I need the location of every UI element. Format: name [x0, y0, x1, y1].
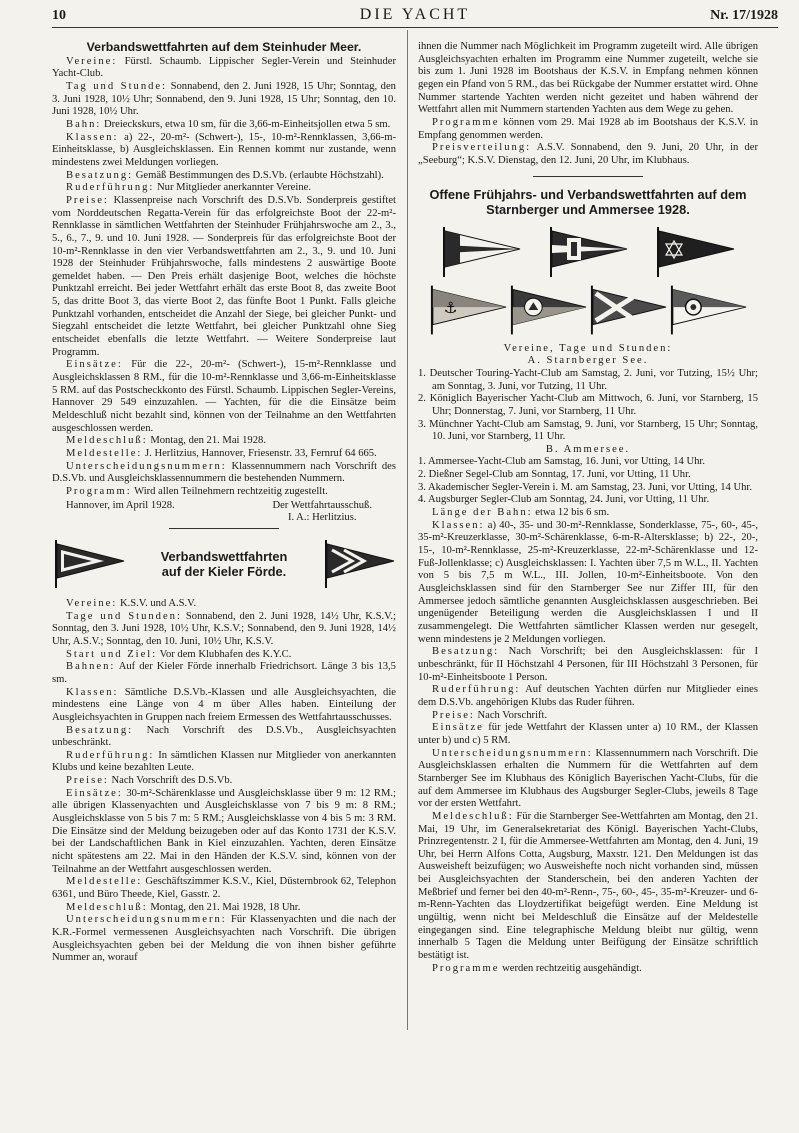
- page-number: 10: [52, 8, 66, 23]
- paragraph-label: Unterscheidungsnummern:: [66, 460, 227, 472]
- pennant-flag-icon: [440, 225, 522, 279]
- paragraph-label: Besatzung:: [66, 169, 134, 181]
- left-column: [52, 41, 396, 965]
- paragraph: [52, 902, 396, 915]
- paragraph-text: In sämtlichen Klassen nur Mitglieder von anerkannten Klubs und keine bezahlten Leute.: [52, 749, 396, 774]
- paragraph-label: Klassen:: [66, 131, 119, 143]
- paragraph-label: Ruderführung:: [432, 684, 521, 696]
- paragraph: [52, 775, 396, 788]
- paragraph-label: Ruderführung:: [66, 749, 155, 761]
- paragraph-label: Preisverteilung:: [432, 142, 532, 154]
- paragraph: [418, 142, 758, 167]
- paragraph: [418, 963, 758, 976]
- paragraph-text: Auf der Kieler Förde innerhalb Friedrichsort. Länge 3 bis 13,5 sm.: [52, 661, 396, 685]
- section-separator: [533, 176, 643, 177]
- svg-text:⚓: ⚓: [443, 298, 458, 317]
- pennant-flag-icon: [588, 283, 668, 337]
- paragraph-label: Einsätze:: [66, 787, 123, 799]
- paragraph-label: Unterscheidungsnummern:: [66, 914, 227, 926]
- paragraph: [52, 788, 396, 877]
- paragraph-text: a) 22-, 20-m²- (Schwert-), 15-, 10-m²-Rennklassen, 3,66-m-Einheitsklasse, b) Ausgleichsklassen. Ein Rennen kommt nur zustande, wenn mindestens zwei Meldungen vorliegen.: [52, 131, 396, 168]
- paragraph-label: Bahnen:: [66, 661, 116, 673]
- paragraph-text: Vor dem Klubhafen des K.Y.C.: [159, 648, 292, 660]
- paragraph-label: Besatzung:: [66, 724, 134, 736]
- list-item: 2. Dießner Segel-Club am Sonntag, 17. Juni, vor Utting, 11 Uhr.: [418, 469, 691, 481]
- paragraph: [52, 170, 396, 183]
- paragraph-label: Ruderführung:: [66, 182, 155, 194]
- paragraph-label: Vereine:: [66, 597, 118, 609]
- club-flags-row-2: [428, 283, 748, 337]
- signature-signer: I. A.: Herlitzius.: [287, 512, 357, 524]
- pennant-flag-icon: [668, 283, 748, 337]
- column-divider: [407, 30, 408, 1030]
- paragraph-label: Meldeschluß:: [66, 435, 148, 447]
- paragraph-label: Einsätze:: [66, 359, 123, 371]
- section-title-steinhuder: Verbandswettfahrten auf dem Steinhuder Meer.: [86, 40, 362, 54]
- section-separator: [169, 528, 279, 529]
- paragraph: [52, 661, 396, 686]
- starnberg-club-list: [418, 368, 758, 444]
- paragraph: [52, 56, 396, 81]
- paragraph-text: Sonnabend, den 2. Juni 1928, 15 Uhr; Sonntag, den 3. Juni 1928, 10½ Uhr; Sonnabend, den 9. Juni 1928, 15 Uhr; Sonntag, den 10. Juni 1928, 10½ Uhr.: [52, 80, 396, 118]
- paragraph: [418, 117, 758, 142]
- paragraph-text: A.S.V. Sonnabend, den 9. Juni, 20 Uhr, in der „Seeburg“; K.S.V. Dienstag, den 12. Juni, 20 Uhr, im Klubhaus.: [418, 142, 758, 166]
- paragraph-text: Sonnabend, den 2. Juni 1928, 14½ Uhr, K.S.V.; Sonntag, den 3. Juni 1928, 10½ Uhr, K.S.V.; Sonnabend, den 9. Juni 1928, 14½ Uhr, A.S.V.; Sonntag, den 10. Juni, 10½ Uhr, K.S.V.: [52, 610, 396, 647]
- paragraph-text: für jede Wettfahrt der Klassen unter a) 10 RM., der Klassen unter b) und c) 5 RM.: [418, 722, 758, 746]
- paragraph-label: Meldestelle:: [66, 876, 143, 888]
- paragraph-label: Preise:: [66, 775, 109, 787]
- paragraph-text: Nach Vorschrift des D.S.Vb.: [111, 775, 233, 787]
- paragraph-label: Programm:: [66, 485, 132, 497]
- list-item: 2. Königlich Bayerischer Yacht-Club am Mittwoch, 6. Juni, vor Starnberg, 15 Uhr; Donnerstag, 7. Juni, vor Starnberg, 11 Uhr.: [418, 393, 758, 417]
- paragraph: [418, 646, 758, 684]
- paragraph-text: können vom 29. Mai 1928 ab im Bootshaus der K.S.V. in Empfang genommen werden.: [418, 116, 758, 141]
- paragraph-text: Sämtliche D.S.Vb.-Klassen und alle Ausgleichsyachten, die mindestens eine Länge von 4 m über Alles haben. Einteilung der Ausgleichsyachten in Gruppen nach freiem Ermessen des Wettfahrtausschusses.: [52, 686, 396, 723]
- paragraph-label: Klassen:: [432, 519, 485, 531]
- paragraph: [52, 598, 396, 611]
- list-item: 3. Münchner Yacht-Club am Samstag, 9. Juni, vor Starnberg, 15 Uhr; Sonntag, 10. Juni, vor Starnberg, 11 Uhr.: [418, 418, 758, 443]
- list-item: 1. Deutscher Touring-Yacht-Club am Samstag, 2. Juni, vor Tutzing, 15½ Uhr; am Sonntag, 3. Juni, vor Tutzing, 11 Uhr.: [418, 367, 758, 392]
- paragraph-label: Meldeschluß:: [432, 810, 514, 822]
- club-flags-row-1: [428, 225, 748, 279]
- signature-place-date: Hannover, im April 1928.: [66, 499, 175, 511]
- paragraph: [418, 722, 758, 747]
- paragraph: [52, 119, 396, 132]
- kiel-closing-paragraphs: [418, 117, 758, 168]
- right-column: [418, 41, 758, 975]
- paragraph: [52, 876, 396, 901]
- paragraph-label: Programme: [432, 116, 500, 128]
- paragraph-text: Wird allen Teilnehmern rechtzeitig zugestellt.: [134, 485, 328, 497]
- paragraph-text: Gemäß Bestimmungen des D.S.Vb. (erlaubte Höchstzahl).: [135, 169, 384, 181]
- paragraph-text: etwa 12 bis 6 sm.: [535, 507, 610, 519]
- pennant-flag-icon: [508, 283, 588, 337]
- page-header: [52, 6, 778, 26]
- kiel-title-line2: auf der Kieler Förde.: [161, 563, 287, 579]
- paragraph: [52, 359, 396, 435]
- paragraph: [418, 507, 758, 520]
- paragraph: [418, 811, 758, 963]
- paragraph: [52, 611, 396, 649]
- paragraph-label: Tage und Stunden:: [66, 610, 182, 622]
- paragraph: [52, 750, 396, 775]
- paragraph-text: Nach Vorschrift des D.S.Vb., Ausgleichsyachten unbeschränkt.: [52, 724, 396, 749]
- paragraph-text: 30-m²-Schärenklasse und Ausgleichsklasse über 9 m: 12 RM.; alle übrigen Klassenyachten und Ausgleichsklasse von 7 bis 9 m: 8 RM.; Ausgleichsklasse von 5 bis 7 m: 5 RM.; Ausgleichsklasse von 4 bis 5 m: 3 RM. Die Einsätze sind der Meldung beizugeben oder auf das Konto 1731 der K.S.V. bei der Landschaftlichen Bank in Kiel einzuzahlen. Yachten, deren Einsätze nicht spätestens am 22. Mai in den Händen der K.S.V. sind, können von der Teilnahme an der Wettfahrt ausgeschlossen werden.: [52, 787, 396, 875]
- paragraph-text: Klassennummern nach Vorschrift. Die Ausgleichsklassen erhalten die Nummern für die Wettfahrten auf dem Starnberger See im Klubhaus des Königlich Bayerischen Yacht-Clubs, für die auf dem Ammersee im Klubhaus des Augsburger Segler-Clubs, jeweils 8 Tage vor der ersten Wettfahrt.: [418, 747, 758, 810]
- paragraph-text: Fürstl. Schaumb. Lippischer Segler-Verein und Steinhuder Yacht-Club.: [52, 55, 396, 80]
- paragraph-label: Preise:: [66, 194, 109, 206]
- list-item: 1. Ammersee-Yacht-Club am Samstag, 16. Juni, vor Utting, 14 Uhr.: [418, 456, 705, 468]
- paragraph: [52, 132, 396, 170]
- paragraph: [418, 710, 758, 723]
- paragraph-text: K.S.V. und A.S.V.: [119, 597, 197, 609]
- paragraph-text: Nur Mitglieder anerkannter Vereine.: [157, 182, 311, 194]
- steinhuder-paragraphs: [52, 56, 396, 499]
- paragraph: [52, 435, 396, 448]
- paragraph: [418, 520, 758, 647]
- paragraph-label: Unterscheidungsnummern:: [432, 747, 593, 759]
- paragraph-text: Nach Vorschrift.: [477, 709, 548, 721]
- paragraph-text: Klassenpreise nach Vorschrift des D.S.Vb. Sonderpreis gestiftet vom Norddeutschen Regatta-Verein für das erfolgreichste Boot der 22-m²-Rennklasse in sämtlichen Wettfahrten der Steinhuder Frühjahrswoche am 2., 3., 5., 6., 7., 9. und 10. Juni 1928. — Sonderpreis für das erfolgreichste Boot der 10-m²-Rennklasse in den vier Verbandswettfahrten am 2., 3., 9. und 10. Juni 1928 der Steinhuder Frühjahrswoche, falls mindestens 2 auswärtige Boote gemeldet haben. — Den Preis erhält dasjenige Boot, welches die höchste Punktzahl erreicht. Bei jeder Wettfahrt erhält das erste Boot 8, das zweite Boot 5, das dritte Boot 3, das vierte Boot 2, das fünfte Boot 1 Punkt. Falls gleiche Punktzahl vorhanden, entscheidet die Anzahl der Siege, bei gleicher Punkt- und Siegzahl entscheidet die letzte Wettfahrt, bei gleicher Punktzahl ohne Sieg entscheidet ebenfalls die letzte Wettfahrt. — Weitere Sonderpreise laut Programm.: [52, 194, 396, 358]
- paragraph-label: Meldestelle:: [66, 448, 143, 459]
- pennant-flag-icon: [428, 283, 508, 337]
- paragraph-text: Für Klassenyachten und die nach der K.R.-Formel vermessenen Ausgleichsyachten nach Vorschrift. Die übrigen Ausgleichsyachten geben bei der Meldung die von ihnen bisher geführte Nummer an, worauf: [52, 914, 396, 964]
- paragraph-label: Tag und Stunde:: [66, 80, 168, 92]
- kiel-title: [161, 549, 288, 579]
- paragraph-label: Besatzung:: [432, 646, 500, 658]
- paragraph: [52, 914, 396, 965]
- paragraph: [52, 461, 396, 486]
- signature-block: [52, 500, 396, 525]
- starnberg-title: Offene Frühjahrs- und Verbandswettfahrten auf dem Starnberger und Ammersee 1928.: [429, 186, 747, 217]
- paragraph: [52, 687, 396, 725]
- issue-number: Nr. 17/1928: [710, 8, 778, 23]
- section-a-heading: A. Starnberger See.: [527, 355, 649, 367]
- paragraph: [52, 448, 396, 461]
- paragraph-text: Dreieckskurs, etwa 10 sm, für die 3,66-m-Einheitsjollen etwa 5 sm.: [103, 118, 391, 130]
- section-b-heading: B. Ammersee.: [545, 443, 631, 455]
- pennant-flag-icon: [322, 538, 396, 590]
- paragraph-text: Nach Vorschrift; bei den Ausgleichsklassen: für I unbeschränkt, für II Höchstzahl 4 Personen, für III Höchstzahl 3 Personen, für 10-m²-Einheitsboote 1 Person.: [418, 646, 758, 683]
- paragraph-label: Bahn:: [66, 118, 102, 130]
- paragraph-text: Für die Starnberger See-Wettfahrten am Montag, den 21. Mai, 19 Uhr, im Generalsekretariat des Königl. Bayerischen Yacht-Clubs, Prinzregentenstr. 2 I, für die Ammersee-Wettfahrten am Montag, den 4. Juni, 19 Uhr, bei Herrn Alfons Cotta, Augsburg, Maxstr. 121. Den Meldungen ist das Ausweisheft beizufügen; wo Ausweishefte noch nicht vorhanden sind, müssen bei Ausgleichsyachten der Standerschein, bei den anderen Yachten der Meßbrief und ferner bei den 40-m²-Renn-, 75-, 60-, 45-, 35-m²-Kreuzer- und 6-m-Renn-Yachten das Lloydzertifikat beigefügt werden. Eine Meldung ist ungültig, wenn nicht bei Meldeschluß die Einsätze auf der Meldestelle eingegangen sind. Eine telegraphische Meldung bleibt nur gültig, wenn innerhalb 5 Tagen die Meldung unter Beifügung der Einsätze schriftlich bestätigt ist.: [418, 810, 758, 962]
- paragraph-text: Montag, den 21. Mai 1928, 18 Uhr.: [150, 901, 301, 913]
- paragraph-label: Einsätze: [432, 722, 484, 734]
- paragraph-label: Programme: [432, 962, 500, 974]
- paragraph: [418, 748, 758, 811]
- paragraph-text: Montag, den 21. Mai 1928.: [150, 435, 266, 447]
- paragraph-label: Länge der Bahn:: [432, 507, 533, 519]
- paragraph: [52, 81, 396, 119]
- paragraph-label: Klassen:: [66, 686, 119, 698]
- paragraph-label: Preise:: [432, 709, 475, 721]
- signature-committee: [272, 500, 396, 525]
- list-item: 4. Augsburger Segler-Club am Sonntag, 24. Juni, vor Utting, 11 Uhr.: [418, 494, 710, 506]
- pennant-flag-icon: [654, 225, 736, 279]
- list-item: 3. Akademischer Segler-Verein i. M. am Samstag, 23. Juni, vor Utting, 14 Uhr.: [418, 481, 753, 493]
- paragraph: [52, 649, 396, 662]
- paragraph: [52, 182, 396, 195]
- pennant-flag-icon: [547, 225, 629, 279]
- paragraph-text: Auf deutschen Yachten dürfen nur Mitglieder eines dem D.S.Vb. angehörigen Klubs das Ruder führen.: [418, 684, 758, 708]
- paragraph-text: Klassennummern nach Vorschrift des D.S.Vb. und Ausgleichsklassennummern die bestehenden Nummern.: [52, 460, 396, 485]
- signature-committee-name: Der Wettfahrtausschuß.: [272, 499, 372, 511]
- kiel-title-block: [52, 533, 396, 595]
- paragraph-text: J. Herlitzius, Hannover, Friesenstr. 33, Fernruf 64 665.: [145, 448, 377, 459]
- paragraph: [52, 486, 396, 499]
- magazine-title: DIE YACHT: [359, 6, 471, 23]
- paragraph-label: Vereine:: [66, 55, 118, 67]
- paragraph: [52, 195, 396, 360]
- ammersee-club-list: [418, 456, 758, 507]
- paragraph-text: werden rechtzeitig ausgehändigt.: [502, 962, 642, 974]
- kiel-continuation: ihnen die Nummer nach Möglichkeit im Programm zugeteilt wird. Alle übrigen Ausgleichsyachten erhalten im Programm eine Nummer zugeteilt, welche sie bis zum 1. Juni 1928 im Bootshaus der K.S.V. in Empfang nehmen können gegen ein Pfand von 5 RM., das bei Rückgabe der Nummer erstattet wird. Ohne Nummer startende Yachten werden nicht gezeitet und haben während der Wettfahrt allen mit Nummern startenden Yachten aus dem Wege zu gehen.: [418, 41, 758, 116]
- pennant-flag-icon: [52, 538, 126, 590]
- paragraph-text: Geschäftszimmer K.S.V., Kiel, Düsternbrook 62, Telephon 6361, und Büro Theede, Kiel, Gasstr. 2.: [52, 876, 396, 901]
- kiel-title-line1: Verbandswettfahrten: [160, 548, 288, 564]
- starnberg-paragraphs: [418, 507, 758, 975]
- clubs-days-heading: Vereine, Tage und Stunden:: [503, 342, 673, 354]
- paragraph-text: a) 40-, 35- und 30-m²-Rennklasse, Sonderklasse, 75-, 60-, 45-, 35-m²-Kreuzerklasse, 30-m²-Schärenklasse, 6-m-R-Altersklasse; b) 22-, 20-, 15-, 10-m²-Rennklasse, 25-m²-Kreuzerklasse, 22-m²-Schärenklasse und 12-Fuß-Jollenklasse; c) Ausgleichsklassen: I. Yachten über 7,5 m W.L., II. Yachten von 5 bis 7,5 m W.L., III. Jollen, 10-m²-Einheitsboote. Von den Ausgleichsklassen sind für den Starnberger See nur Ziffer III, für den Ammersee jedoch sämtliche genannten Ausgleichsklassen ausgeschrieben. Bei ungenügender Beteiligung werden die Ausgleichsklassen I und II zusammengelegt. Die Wettfahrten sämtlicher Klassen werden nur gesegelt, wenn mindestens je 2 Meldungen vorliegen.: [418, 519, 758, 645]
- header-rule: [52, 27, 778, 28]
- paragraph-label: Start und Ziel:: [66, 648, 158, 660]
- paragraph: [52, 725, 396, 750]
- paragraph: [418, 684, 758, 709]
- paragraph-label: Meldeschluß:: [66, 901, 148, 913]
- paragraph-text: Für die 22-, 20-m²- (Schwert-), 15-m²-Rennklasse und Ausgleichsklassen 8 RM., für die 10-m²-Rennklasse und 3,66-m-Einheitsklasse 5 RM. auf das Postscheckkonto des Fürstl. Schaumb. Lippischen Segler-Vereins, Hannover 29 549 einzuzahlen. — Yachten, für die die Einsätze beim Meldeschluß nicht bezahlt sind, können von der Teilnahme an den Wettfahrten ausgeschlossen werden.: [52, 359, 396, 434]
- kiel-paragraphs: [52, 598, 396, 965]
